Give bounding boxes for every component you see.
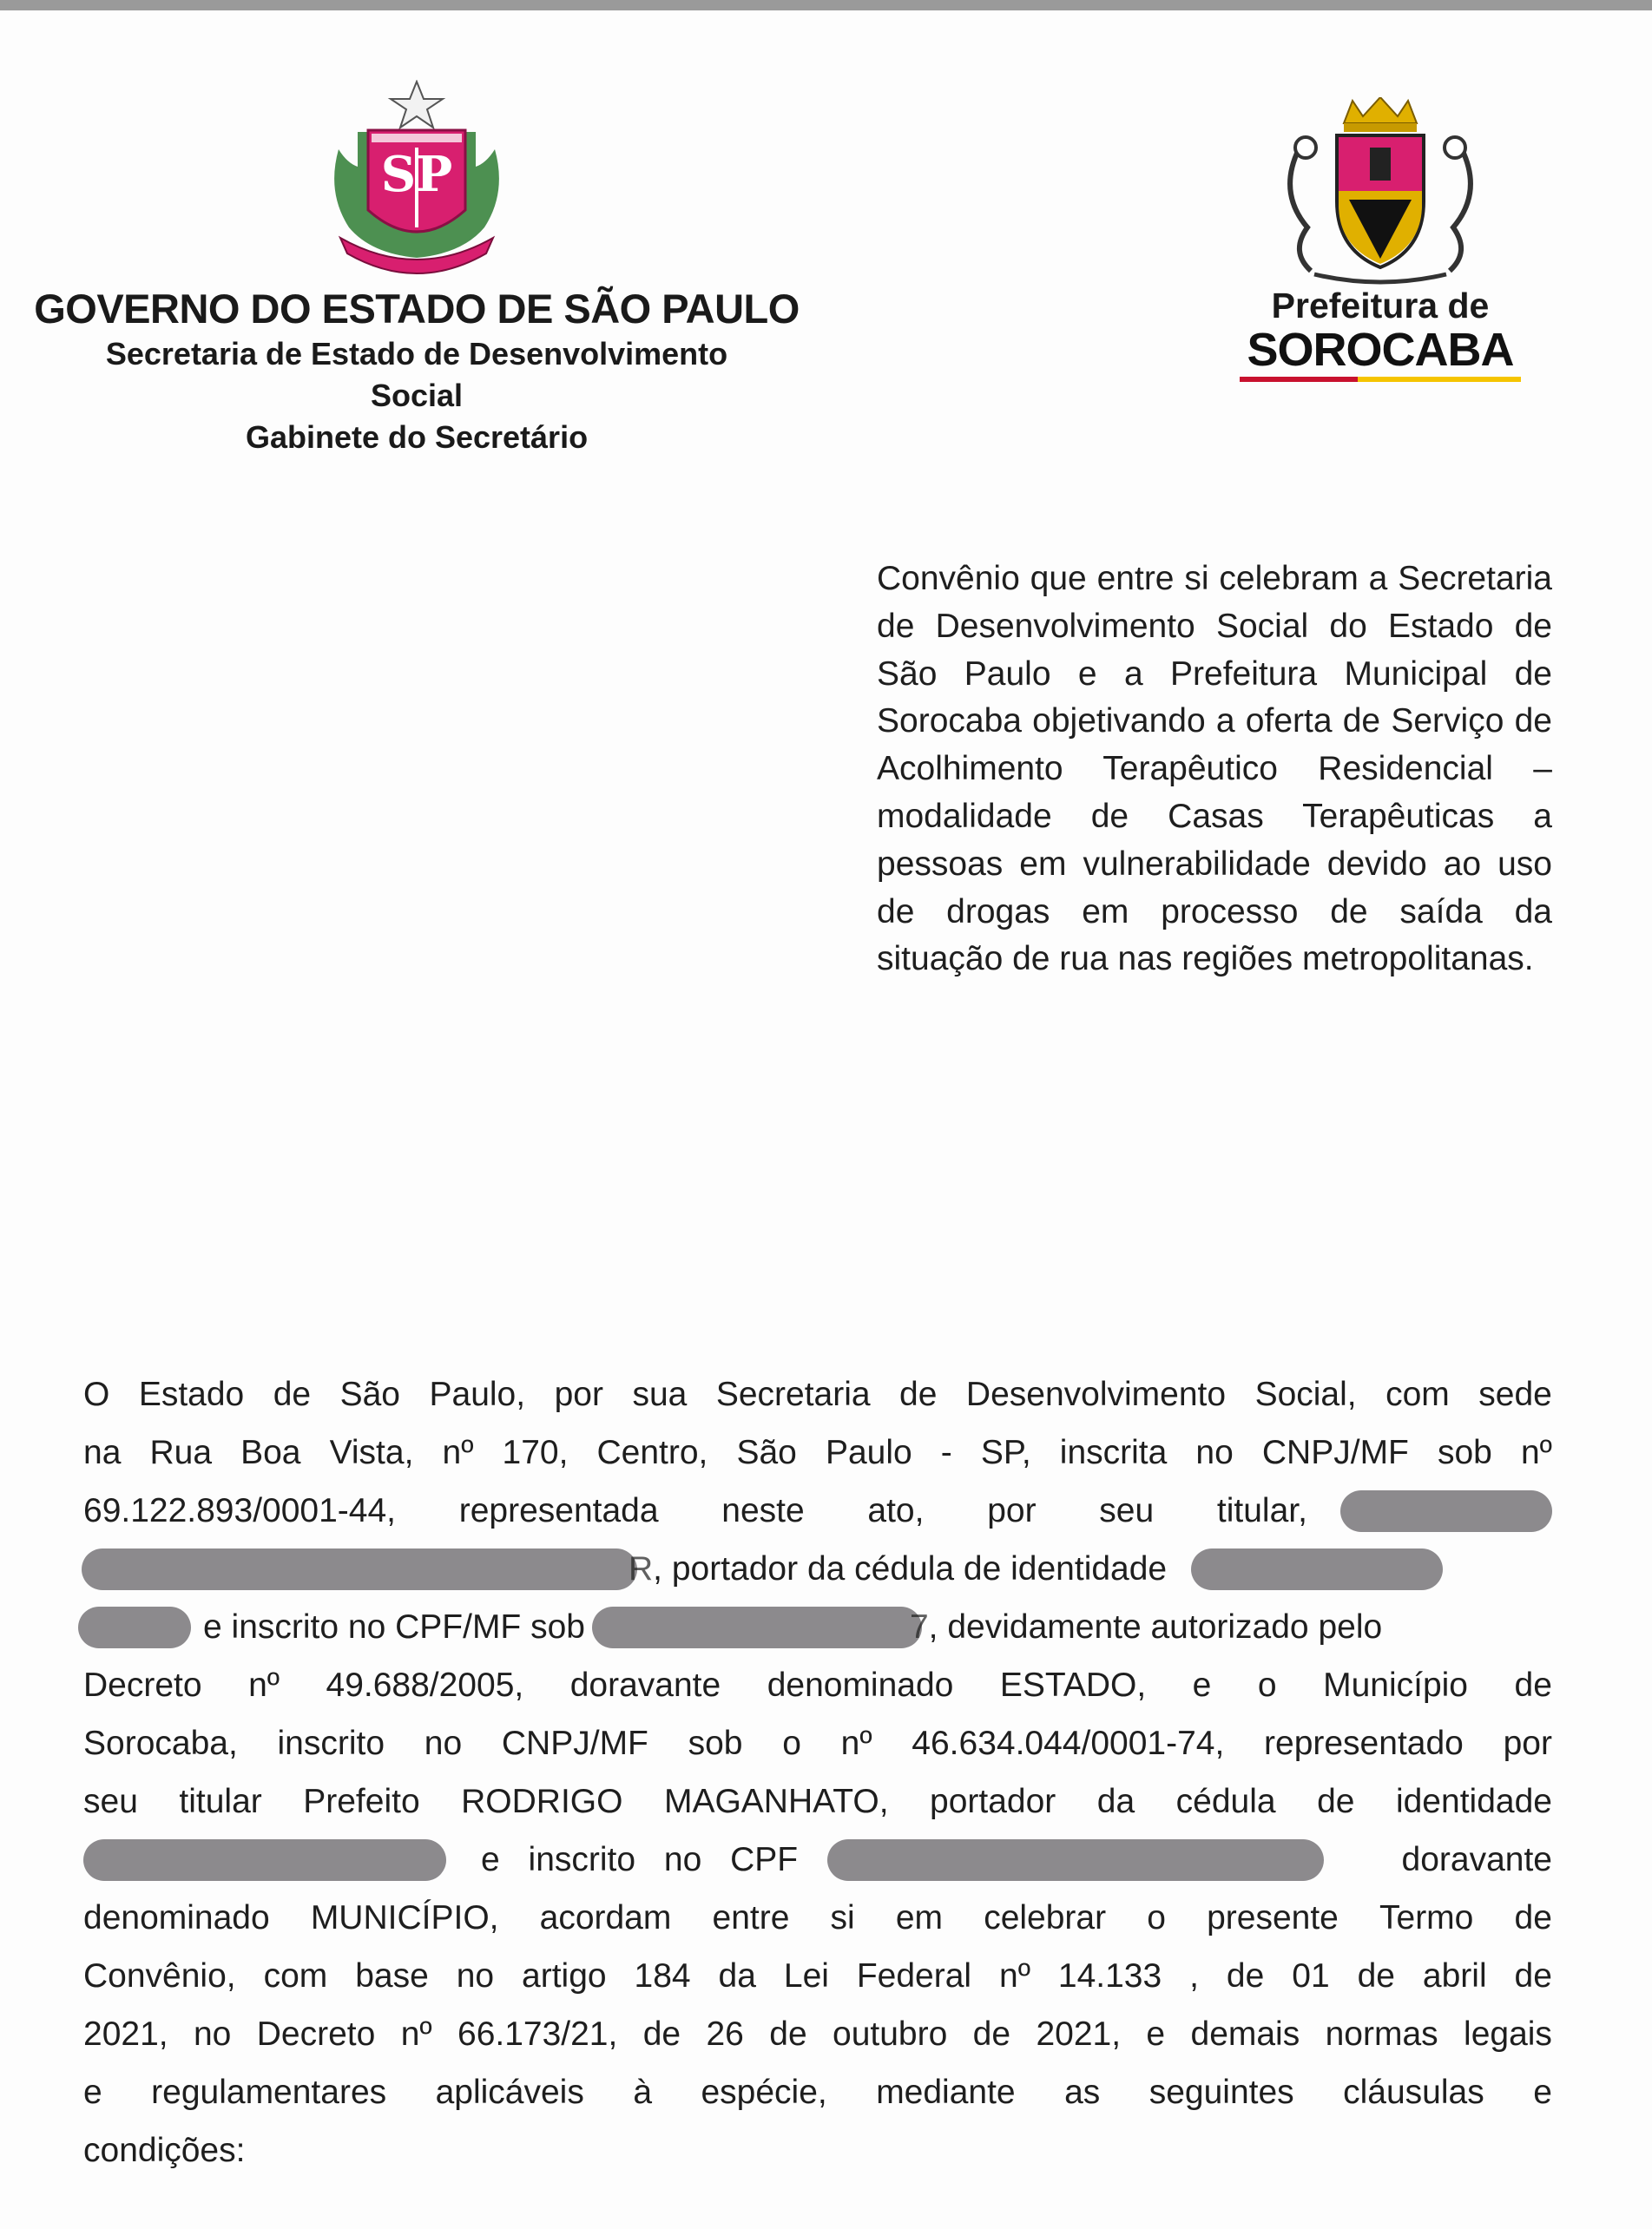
word: - xyxy=(940,1434,952,1471)
word: da xyxy=(1096,1783,1135,1820)
body-line xyxy=(83,1376,1552,1434)
word: com xyxy=(263,1957,328,1995)
body-line xyxy=(83,2015,1552,2074)
word: legais xyxy=(1464,2015,1552,2053)
word: de xyxy=(1226,1957,1265,1995)
word: e xyxy=(1146,2015,1166,2053)
word: sob xyxy=(688,1725,743,1762)
word: denominado xyxy=(83,1899,270,1936)
body-line-text: , portador da cédula de identidade xyxy=(653,1550,1168,1588)
word: no xyxy=(193,2015,232,2053)
word: 49.688/2005, xyxy=(326,1667,524,1704)
word: Estado xyxy=(138,1376,245,1413)
body-line-text: , devidamente autorizado pelo xyxy=(928,1608,1383,1646)
word: Rua xyxy=(149,1434,213,1471)
seal-letters: SP xyxy=(380,146,453,203)
word: 69.122.893/0001-44, xyxy=(83,1492,396,1529)
prefeitura-label: Prefeitura de xyxy=(1271,286,1490,325)
word: 26 xyxy=(706,2015,744,2053)
word: o xyxy=(1147,1899,1166,1936)
cabinet-name: Gabinete do Secretário xyxy=(245,419,589,455)
body-line xyxy=(83,1899,1552,1957)
word: O xyxy=(83,1376,110,1413)
redaction-mark xyxy=(1340,1490,1552,1532)
word: e xyxy=(83,2074,102,2111)
word: Lei xyxy=(783,1957,829,1995)
redaction-mark xyxy=(78,1607,191,1648)
word: 46.634.044/0001-74, xyxy=(912,1725,1225,1762)
word: portador xyxy=(930,1783,1056,1820)
word: CNPJ/MF xyxy=(1261,1434,1409,1471)
body-line xyxy=(83,1957,1552,2015)
word: outubro xyxy=(833,2015,948,2053)
government-title: GOVERNO DO ESTADO DE SÃO PAULO xyxy=(34,286,800,332)
word: e xyxy=(1533,2074,1552,2111)
word: nº xyxy=(442,1434,474,1471)
word: de xyxy=(1514,1957,1552,1995)
word: Secretaria xyxy=(715,1376,871,1413)
city-name: SOROCABA xyxy=(1247,324,1514,376)
secretariat-name-line1: Secretaria de Estado de Desenvolvimento xyxy=(105,336,728,372)
word: de xyxy=(1357,1957,1395,1995)
body-line-text: doravante xyxy=(1401,1841,1552,1878)
word: o xyxy=(1257,1667,1277,1704)
word: Decreto xyxy=(256,2015,376,2053)
word: seu xyxy=(83,1783,138,1820)
word: no xyxy=(456,1957,495,1995)
word: denominado xyxy=(767,1667,954,1704)
word: 170, xyxy=(502,1434,569,1471)
word: 184 xyxy=(634,1957,691,1995)
word: presente xyxy=(1207,1899,1339,1936)
word: neste xyxy=(721,1492,805,1529)
word: da xyxy=(718,1957,756,1995)
word: doravante xyxy=(569,1667,721,1704)
word: nº xyxy=(248,1667,280,1704)
flag-color-stripe xyxy=(1240,377,1521,382)
word: Município xyxy=(1323,1667,1468,1704)
agreement-preamble xyxy=(83,1376,1552,2190)
word: Centro, xyxy=(596,1434,708,1471)
word: 66.173/21, xyxy=(457,2015,618,2053)
partial-glyph: 7 xyxy=(909,1608,929,1646)
word: titular, xyxy=(1216,1492,1307,1529)
word: artigo xyxy=(522,1957,607,1995)
body-line xyxy=(83,2132,1552,2190)
top-border xyxy=(0,0,1652,10)
word: acordam xyxy=(539,1899,672,1936)
word: Vista, xyxy=(329,1434,414,1471)
word: 2021, xyxy=(83,2015,168,2053)
word: inscrito xyxy=(277,1725,385,1762)
body-line xyxy=(83,1667,1552,1725)
word: ato, xyxy=(867,1492,925,1529)
word: de xyxy=(1317,1783,1355,1820)
word: de xyxy=(769,2015,807,2053)
sao-paulo-coat-of-arms-icon xyxy=(323,80,510,279)
body-line xyxy=(83,1434,1552,1492)
secretariat-name-line2: Social xyxy=(370,378,464,413)
word: nº xyxy=(1520,1434,1552,1471)
municipality-logo-text xyxy=(1233,286,1528,382)
word: Convênio, xyxy=(83,1957,236,1995)
word: Termo xyxy=(1379,1899,1474,1936)
word: MAGANHATO, xyxy=(663,1783,889,1820)
body-line-text: e inscrito no CPF xyxy=(481,1841,799,1878)
word: no xyxy=(1195,1434,1234,1471)
word: as xyxy=(1064,2074,1101,2111)
word: Boa xyxy=(240,1434,301,1471)
word: entre xyxy=(712,1899,790,1936)
word: seu xyxy=(1099,1492,1155,1529)
word: por xyxy=(1503,1725,1552,1762)
word: 01 xyxy=(1292,1957,1330,1995)
word: base xyxy=(355,1957,429,1995)
word: 2021, xyxy=(1036,2015,1122,2053)
word: sede xyxy=(1478,1376,1552,1413)
body-line-text xyxy=(83,1492,1307,1530)
body-line xyxy=(83,2074,1552,2132)
word: nº xyxy=(999,1957,1030,1995)
word: CNPJ/MF xyxy=(501,1725,648,1762)
word: São xyxy=(736,1434,797,1471)
word: representado xyxy=(1264,1725,1464,1762)
word: espécie, xyxy=(701,2074,827,2111)
word: Sorocaba, xyxy=(83,1725,238,1762)
body-line xyxy=(83,1550,1552,1608)
word: de xyxy=(1514,1899,1552,1936)
word: por xyxy=(554,1376,603,1413)
word: Desenvolvimento xyxy=(965,1376,1227,1413)
word: em xyxy=(895,1899,944,1936)
word: Social, xyxy=(1254,1376,1357,1413)
word: aplicáveis xyxy=(435,2074,584,2111)
word: nº xyxy=(840,1725,872,1762)
word: , xyxy=(1189,1957,1199,1995)
state-government-header xyxy=(17,285,816,458)
word: SP, xyxy=(980,1434,1031,1471)
redaction-mark xyxy=(83,1839,446,1881)
word: de xyxy=(899,1376,938,1413)
word: celebrar xyxy=(984,1899,1107,1936)
word: 14.133 xyxy=(1057,1957,1162,1995)
body-line xyxy=(83,1783,1552,1841)
word: mediante xyxy=(876,2074,1016,2111)
word: com xyxy=(1385,1376,1450,1413)
word: inscrita xyxy=(1059,1434,1168,1471)
redaction-mark xyxy=(827,1839,1324,1881)
word: São xyxy=(339,1376,401,1413)
word: MUNICÍPIO, xyxy=(310,1899,499,1936)
word: identidade xyxy=(1395,1783,1552,1820)
word: Paulo, xyxy=(429,1376,526,1413)
word: regulamentares xyxy=(151,2074,387,2111)
body-line-text: e inscrito no CPF/MF sob xyxy=(203,1608,585,1646)
word: Decreto xyxy=(83,1667,202,1704)
redaction-mark xyxy=(82,1548,637,1590)
word: por xyxy=(987,1492,1037,1529)
word: cláusulas xyxy=(1343,2074,1484,2111)
word: normas xyxy=(1325,2015,1438,2053)
word: Federal xyxy=(856,1957,972,1995)
word: sua xyxy=(632,1376,688,1413)
body-line xyxy=(83,1608,1552,1667)
sorocaba-coat-of-arms-icon xyxy=(1276,97,1484,286)
body-line xyxy=(83,1492,1552,1550)
word: Prefeito xyxy=(303,1783,420,1820)
word: de xyxy=(1514,1667,1552,1704)
word: RODRIGO xyxy=(461,1783,623,1820)
word: si xyxy=(830,1899,855,1936)
word: o xyxy=(782,1725,801,1762)
word: cédula xyxy=(1175,1783,1276,1820)
word: representada xyxy=(458,1492,659,1529)
word: à xyxy=(633,2074,653,2111)
word: de xyxy=(642,2015,681,2053)
word: nº xyxy=(400,2015,432,2053)
word: de xyxy=(273,1376,312,1413)
word: Paulo xyxy=(825,1434,912,1471)
partial-glyph: R xyxy=(629,1550,654,1588)
word: de xyxy=(972,2015,1011,2053)
redaction-mark xyxy=(592,1607,922,1648)
redaction-mark xyxy=(1191,1548,1443,1590)
agreement-summary: Convênio que entre si celebram a Secretaria de Desenvolvimento Social do Estado de São Paulo e a Prefeitura Municipal de Sorocaba objetivando a oferta de Serviço de Acolhimento Terapêutico Residencial – modalidade de Casas Terapêuticas a pessoas em vulnerabilidade devido ao uso de drogas em processo de saída da situação de rua nas regiões metropolitanas. xyxy=(877,560,1552,978)
word: demais xyxy=(1190,2015,1300,2053)
body-line xyxy=(83,1725,1552,1783)
word: titular xyxy=(179,1783,262,1820)
word: abril xyxy=(1422,1957,1487,1995)
word: sob xyxy=(1437,1434,1492,1471)
word: e xyxy=(1192,1667,1212,1704)
body-line xyxy=(83,1841,1552,1899)
body-line-text: condições: xyxy=(83,2132,246,2169)
word: no xyxy=(424,1725,463,1762)
word: na xyxy=(83,1434,122,1471)
word: ESTADO, xyxy=(999,1667,1147,1704)
word: seguintes xyxy=(1149,2074,1294,2111)
